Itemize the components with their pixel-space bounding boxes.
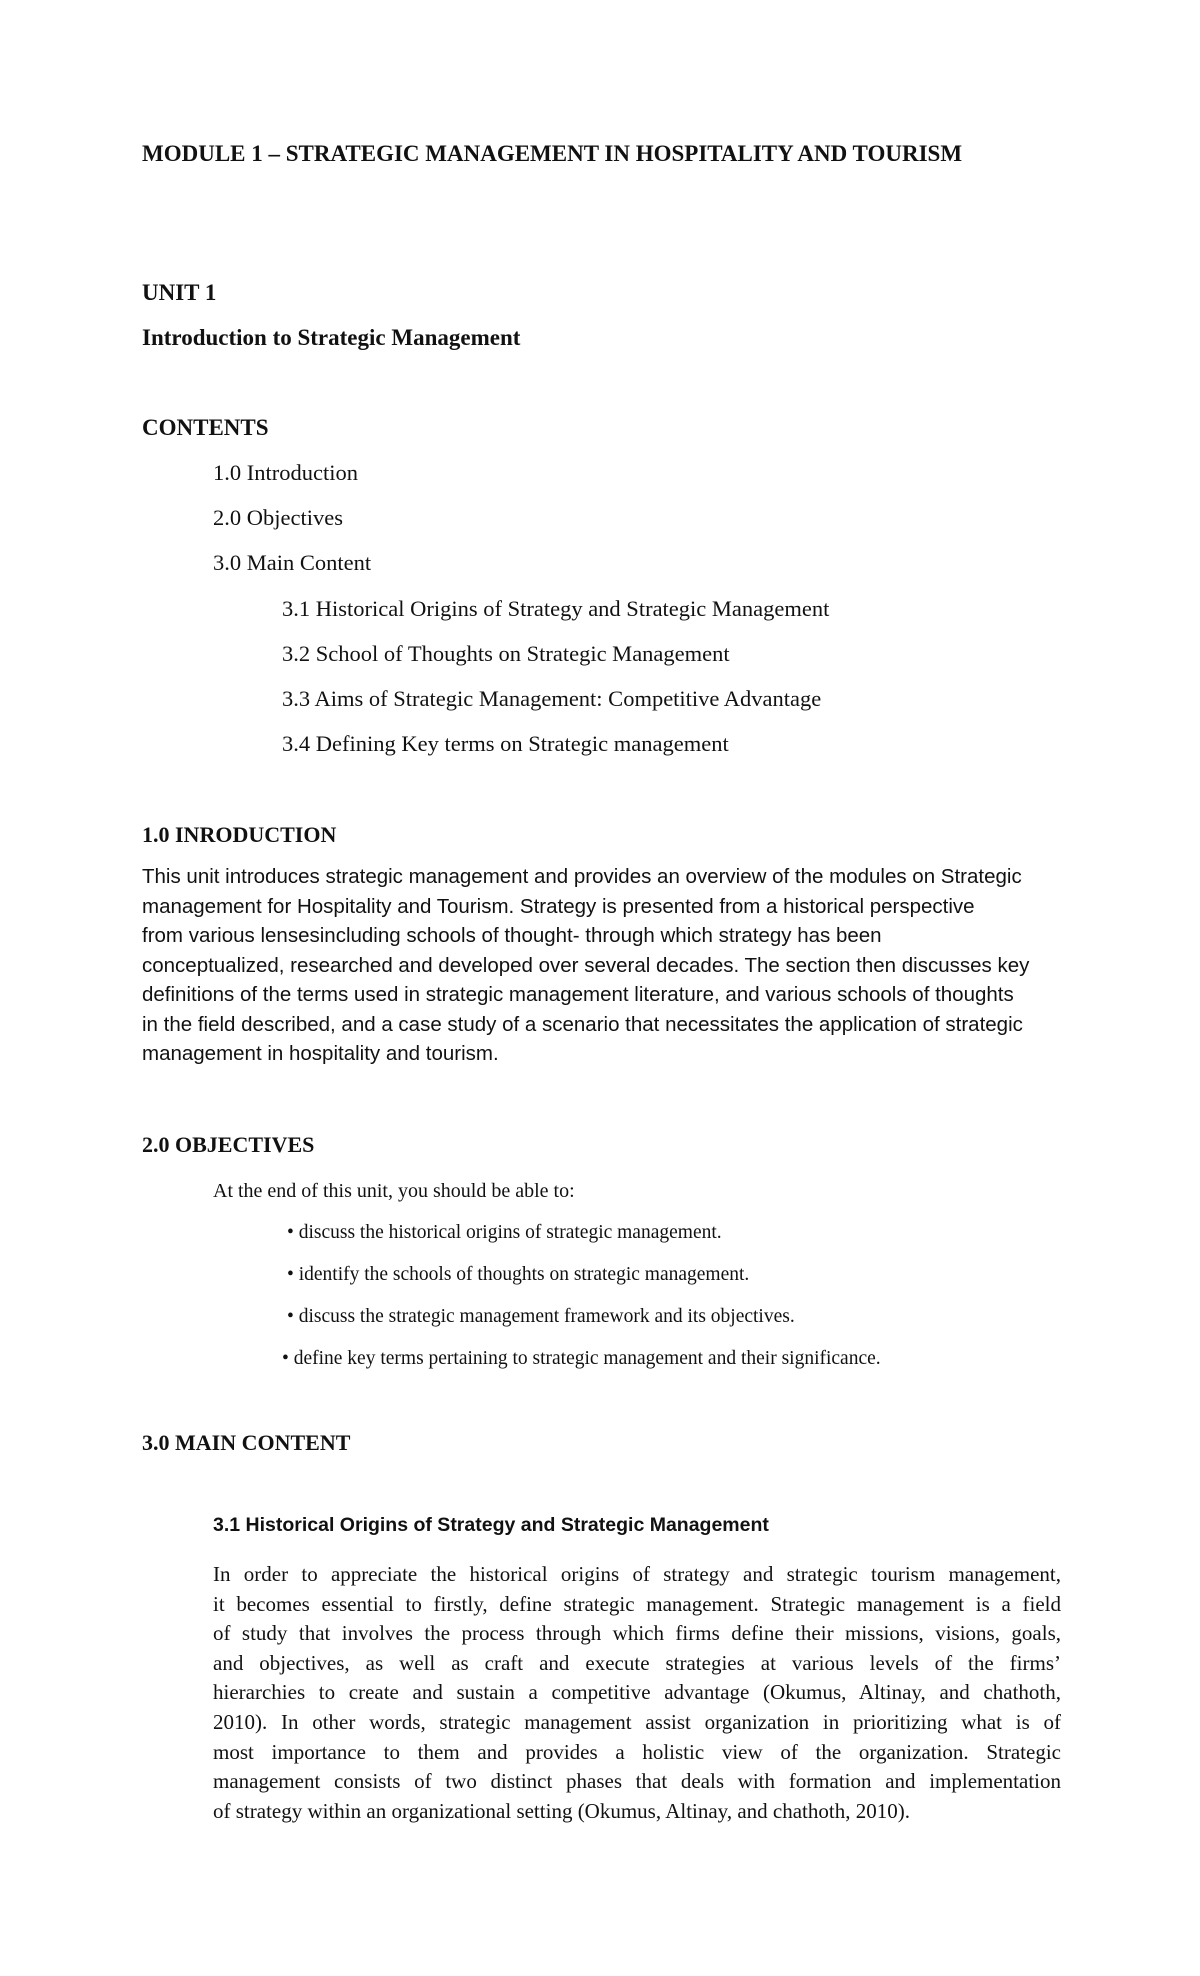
contents-heading: CONTENTS — [142, 415, 269, 440]
introduction-paragraph — [142, 862, 1082, 1069]
paragraph-line: hierarchies to create and sustain a competitive advantage (Okumus, Altinay, and chathoth, — [213, 1680, 1061, 1705]
toc-subitem-school-of-thoughts: 3.2 School of Thoughts on Strategic Management — [282, 641, 730, 666]
introduction-line: This unit introduces strategic management and provides an overview of the modules on Strategic — [142, 865, 1022, 888]
introduction-line: conceptualized, researched and developed over several decades. The section then discusses key — [142, 953, 1030, 977]
paragraph-line: In order to appreciate the historical origins of strategy and strategic tourism management, — [213, 1562, 1061, 1586]
toc-item-introduction: 1.0 Introduction — [213, 460, 358, 485]
introduction-heading: 1.0 INRODUCTION — [142, 822, 337, 847]
main-content-heading: 3.0 MAIN CONTENT — [142, 1430, 351, 1455]
introduction-line: management in hospitality and tourism. — [142, 1042, 499, 1065]
objective-bullet: • define key terms pertaining to strategic management and their significance. — [282, 1348, 881, 1369]
toc-item-objectives: 2.0 Objectives — [213, 505, 343, 530]
objectives-intro: At the end of this unit, you should be able to: — [213, 1180, 575, 1202]
toc-subitem-historical-origins: 3.1 Historical Origins of Strategy and Strategic Management — [282, 596, 830, 621]
introduction-line: from various lensesincluding schools of thought- through which strategy has been — [142, 924, 882, 947]
introduction-line: management for Hospitality and Tourism. Strategy is presented from a historical perspective — [142, 894, 975, 918]
toc-item-main-content: 3.0 Main Content — [213, 550, 372, 575]
objectives-heading: 2.0 OBJECTIVES — [142, 1132, 315, 1157]
objective-bullet: • discuss the historical origins of strategic management. — [287, 1222, 722, 1243]
paragraph-line: 2010). In other words, strategic management assist organization in prioritizing what is of — [213, 1709, 1061, 1734]
objective-bullet: • discuss the strategic management framework and its objectives. — [287, 1306, 795, 1327]
historical-origins-paragraph — [213, 1560, 1061, 1826]
paragraph-line: most importance to them and provides a holistic view of the organization. Strategic — [213, 1739, 1061, 1764]
unit-title: Introduction to Strategic Management — [142, 325, 521, 350]
unit-label: UNIT 1 — [142, 280, 217, 305]
toc-subitem-key-terms: 3.4 Defining Key terms on Strategic management — [282, 731, 729, 756]
introduction-line: in the field described, and a case study of a scenario that necessitates the application of strategic — [142, 1012, 1023, 1036]
historical-origins-subheading: 3.1 Historical Origins of Strategy and Strategic Management — [213, 1514, 769, 1536]
introduction-line: definitions of the terms used in strategic management literature, and various schools of thoughts — [142, 983, 1014, 1006]
paragraph-line: and objectives, as well as craft and execute strategies at various levels of the firms’ — [213, 1650, 1061, 1675]
module-title: MODULE 1 – STRATEGIC MANAGEMENT IN HOSPITALITY AND TOURISM — [142, 141, 963, 166]
paragraph-line: it becomes essential to firstly, define strategic management. Strategic management is a field — [213, 1591, 1061, 1616]
paragraph-line: management consists of two distinct phases that deals with formation and implementation — [213, 1769, 1061, 1794]
paragraph-line: of study that involves the process through which firms define their missions, visions, goals, — [213, 1621, 1061, 1646]
objective-bullet: • identify the schools of thoughts on strategic management. — [287, 1264, 750, 1285]
toc-subitem-aims: 3.3 Aims of Strategic Management: Competitive Advantage — [282, 686, 822, 711]
paragraph-line: of strategy within an organizational setting (Okumus, Altinay, and chathoth, 2010). — [213, 1798, 910, 1823]
